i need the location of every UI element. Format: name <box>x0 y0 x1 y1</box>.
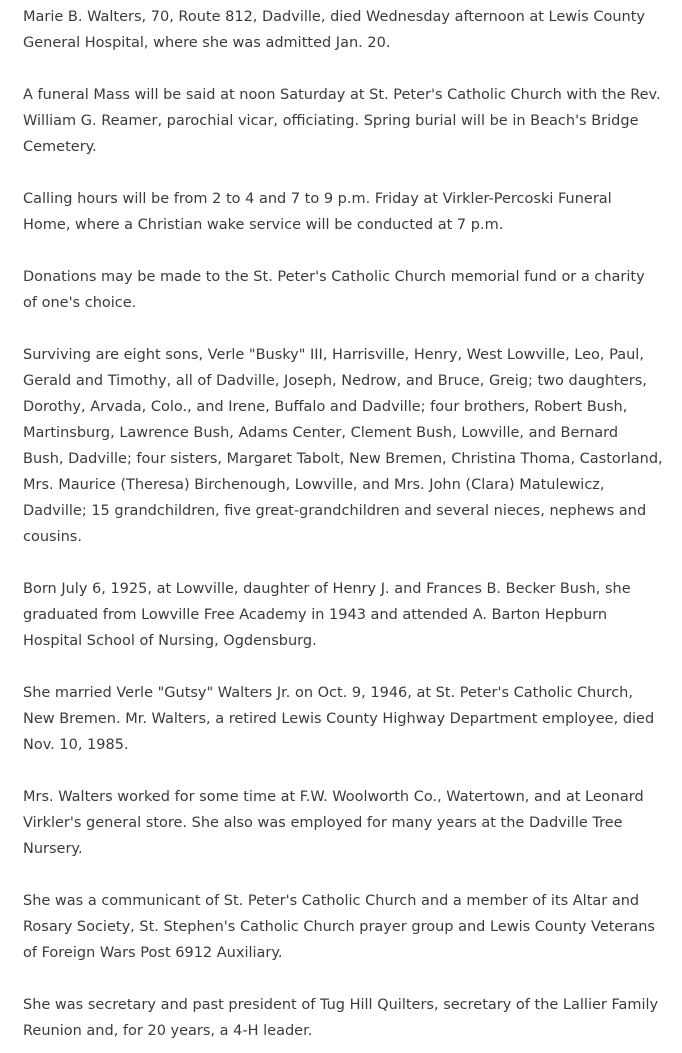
paragraph-donations: Donations may be made to the St. Peter's Catholic Church memorial fund or a charity of one's choice. <box>23 269 645 311</box>
paragraph-marriage: She married Verle "Gutsy" Walters Jr. on Oct. 9, 1946, at St. Peter's Catholic Church, New Bremen. Mr. Walters, a retired Lewis County Highway Department employee, died Nov. 10, 1985. <box>23 685 655 753</box>
paragraph-birth-education: Born July 6, 1925, at Lowville, daughter of Henry J. and Frances B. Becker Bush, she graduated from Lowville Free Academy in 1943 and attended A. Barton Hepburn Hospital School of Nursing, Ogdensburg. <box>23 581 631 649</box>
paragraph-survivors: Surviving are eight sons, Verle "Busky" III, Harrisville, Henry, West Lowville, Leo, Paul, Gerald and Timothy, all of Dadville, Joseph, Nedrow, and Bruce, Greig; two daughters, Dorothy, Arvada, Colo., and Irene, Buffalo and Dadville; four brothers, Robert Bush, Martinsburg, Lawrence Bush, Adams Center, Clement Bush, Lowville, and Bernard Bush, Dadville; four sisters, Margaret Tabolt, New Bremen, Christina Thoma, Castorland, Mrs. Maurice (Theresa) Birchenough, Lowville, and Mrs. John (Clara) Matulewicz, Dadville; 15 grandchildren, five great-grandchildren and several nieces, nephews and cousins. <box>23 347 663 545</box>
paragraph-memberships: She was a communicant of St. Peter's Catholic Church and a member of its Altar and Rosary Society, St. Stephen's Catholic Church prayer group and Lewis County Veterans of Foreign Wars Post 6912 Auxiliary. <box>23 893 655 961</box>
paragraph-employment: Mrs. Walters worked for some time at F.W. Woolworth Co., Watertown, and at Leonard Virkler's general store. She also was employed for many years at the Dadville Tree Nursery. <box>23 789 644 857</box>
paragraph-death-notice: Marie B. Walters, 70, Route 812, Dadville, died Wednesday afternoon at Lewis County General Hospital, where she was admitted Jan. 20. <box>23 9 645 51</box>
paragraph-funeral-mass: A funeral Mass will be said at noon Saturday at St. Peter's Catholic Church with the Rev. William G. Reamer, parochial vicar, officiating. Spring burial will be in Beach's Bridge Cemetery. <box>23 87 661 155</box>
obituary-article <box>23 4 663 1044</box>
paragraph-calling-hours: Calling hours will be from 2 to 4 and 7 to 9 p.m. Friday at Virkler-Percoski Funeral Home, where a Christian wake service will be conducted at 7 p.m. <box>23 191 612 233</box>
paragraph-leadership: She was secretary and past president of Tug Hill Quilters, secretary of the Lallier Family Reunion and, for 20 years, a 4-H leader. <box>23 997 659 1039</box>
